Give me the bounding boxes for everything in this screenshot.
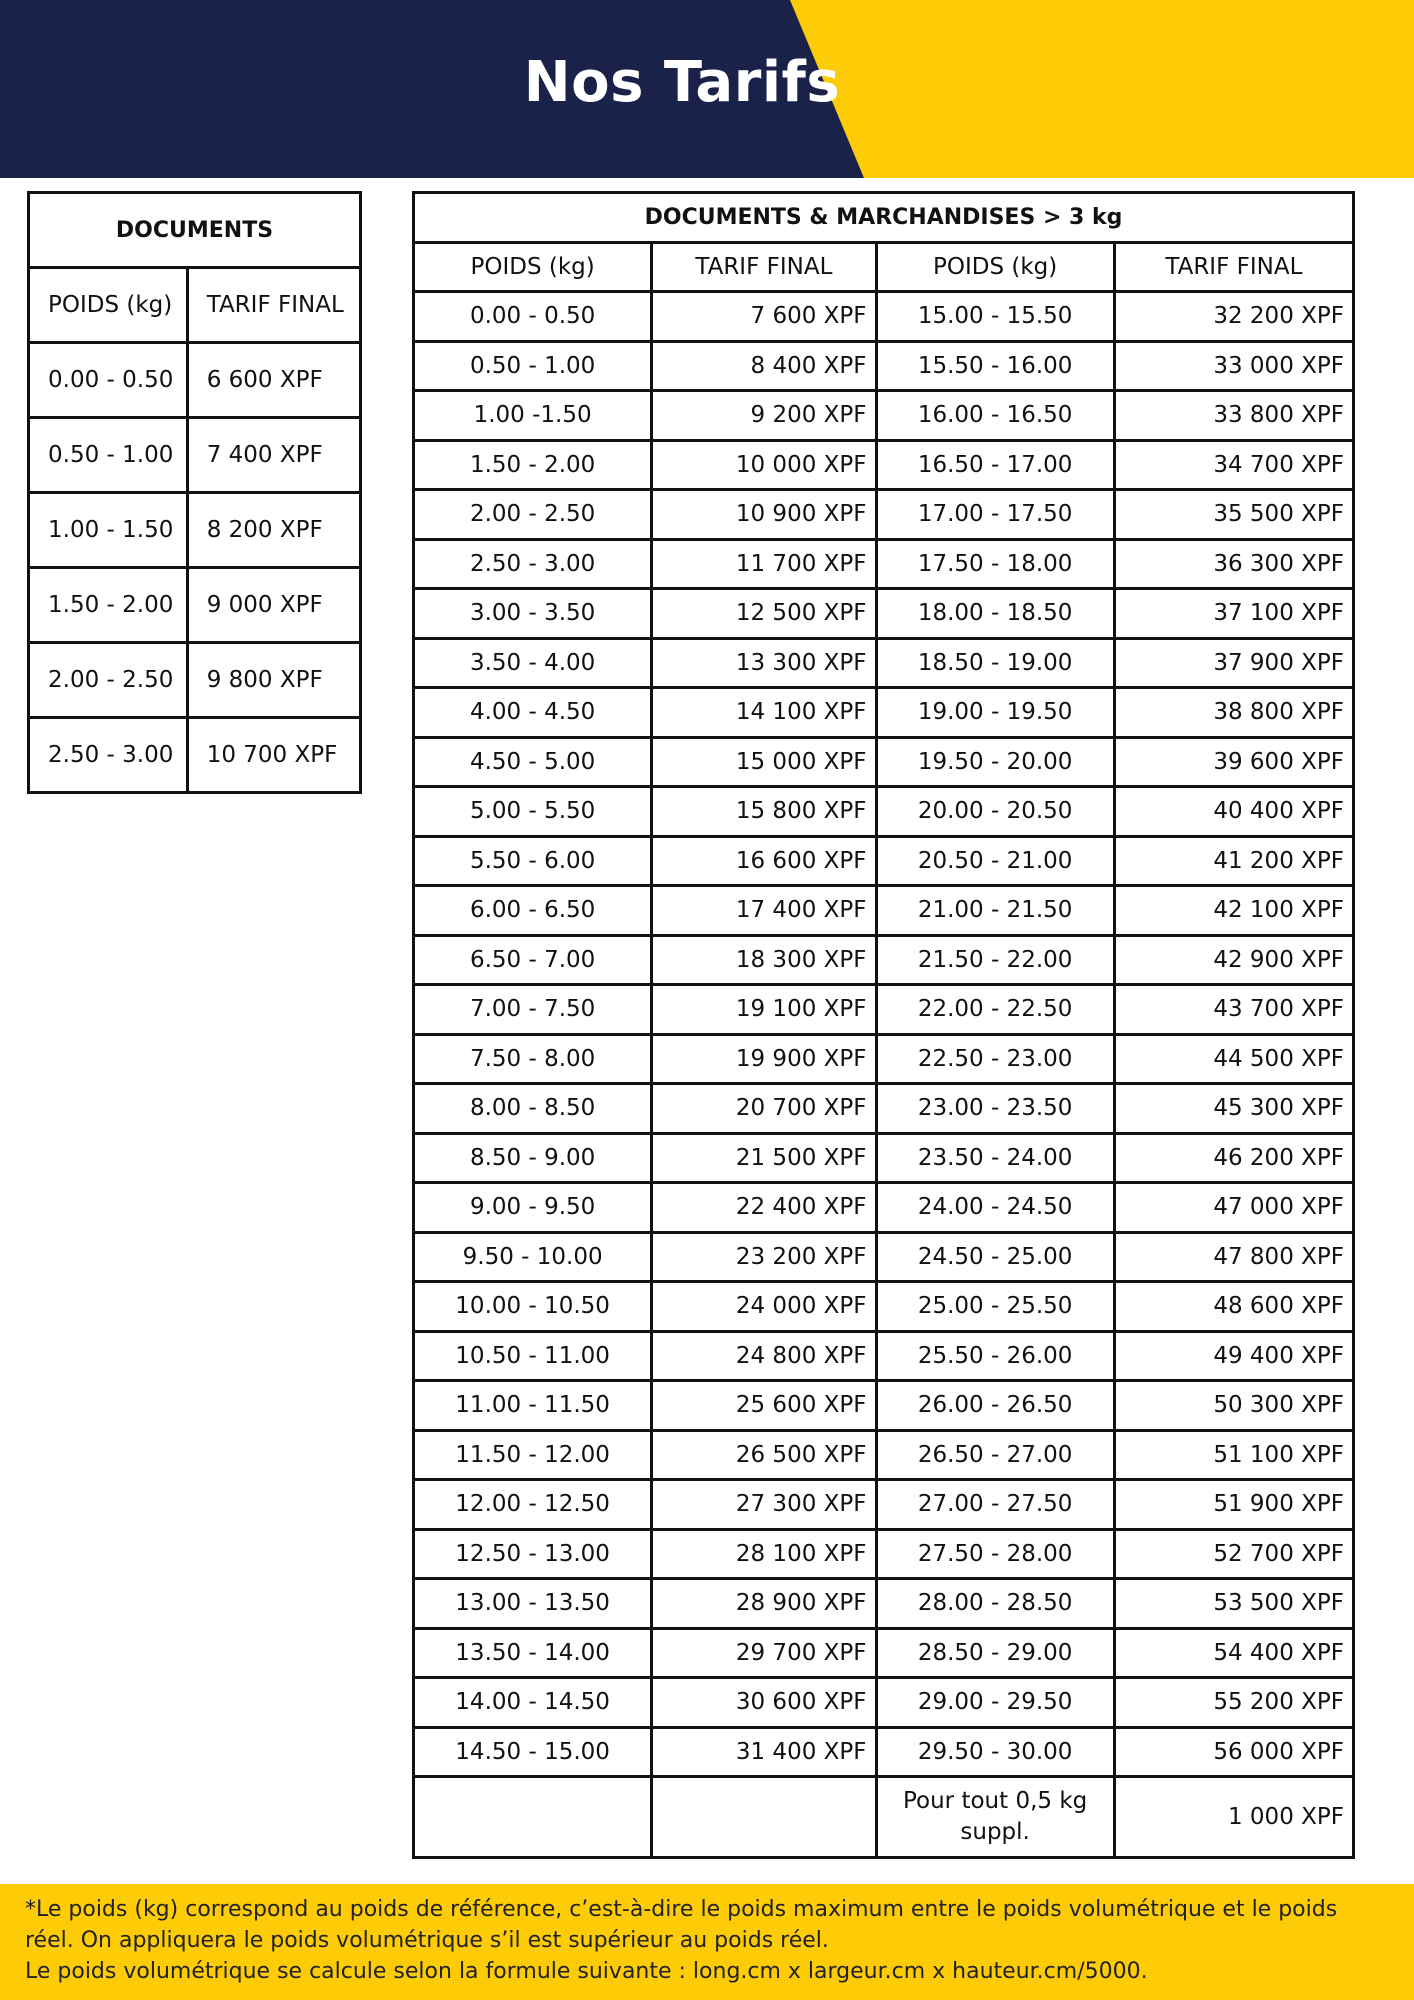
weight-cell: 6.50 - 7.00 [414,935,652,985]
table-row [414,1529,1354,1579]
weight-cell: 7.50 - 8.00 [414,1034,652,1084]
table-row [414,1480,1354,1530]
price-cell: 10 000 XPF [652,440,876,490]
price-cell: 31 400 XPF [652,1727,876,1777]
extra-weight-label-line1: Pour tout 0,5 kg [902,1788,1088,1814]
price-cell: 55 200 XPF [1114,1678,1353,1728]
extra-weight-label [876,1777,1114,1858]
weight-cell: 26.00 - 26.50 [876,1381,1114,1431]
table-row [414,737,1354,787]
price-cell: 15 000 XPF [652,737,876,787]
price-cell: 12 500 XPF [652,589,876,639]
table-row [414,539,1354,589]
weight-cell: 8.00 - 8.50 [414,1084,652,1134]
weight-cell: 7.00 - 7.50 [414,985,652,1035]
price-cell: 44 500 XPF [1114,1034,1353,1084]
table-row [414,1133,1354,1183]
table-row [414,787,1354,837]
weight-cell: 11.50 - 12.00 [414,1430,652,1480]
column-header-weight: POIDS (kg) [29,268,188,343]
price-cell: 38 800 XPF [1114,688,1353,738]
column-header-weight: POIDS (kg) [414,242,652,292]
price-cell: 8 400 XPF [652,341,876,391]
price-cell: 13 300 XPF [652,638,876,688]
weight-cell: 2.00 - 2.50 [414,490,652,540]
column-header-price: TARIF FINAL [187,268,360,343]
weight-cell: 22.00 - 22.50 [876,985,1114,1035]
table-row [414,886,1354,936]
weight-cell: 9.50 - 10.00 [414,1232,652,1282]
price-cell: 54 400 XPF [1114,1628,1353,1678]
table-row [29,343,361,418]
weight-cell: 13.50 - 14.00 [414,1628,652,1678]
weight-cell: 10.00 - 10.50 [414,1282,652,1332]
price-cell: 8 200 XPF [187,493,360,568]
weight-cell: 27.50 - 28.00 [876,1529,1114,1579]
weight-cell: 5.50 - 6.00 [414,836,652,886]
extra-weight-label-line2: suppl. [960,1819,1030,1845]
weight-cell: 1.00 - 1.50 [29,493,188,568]
price-cell: 45 300 XPF [1114,1084,1353,1134]
weight-cell: 0.00 - 0.50 [29,343,188,418]
weight-cell: 9.00 - 9.50 [414,1183,652,1233]
weight-cell: 12.00 - 12.50 [414,1480,652,1530]
weight-cell: 5.00 - 5.50 [414,787,652,837]
price-cell: 47 000 XPF [1114,1183,1353,1233]
footer-note [0,1884,1414,2000]
weight-cell: 1.00 -1.50 [414,391,652,441]
price-cell: 28 100 XPF [652,1529,876,1579]
page-header [0,0,1414,178]
price-cell: 22 400 XPF [652,1183,876,1233]
table-row [414,1678,1354,1728]
weight-cell: 13.00 - 13.50 [414,1579,652,1629]
weight-cell: 3.00 - 3.50 [414,589,652,639]
price-cell: 24 800 XPF [652,1331,876,1381]
empty-cell [652,1777,876,1858]
price-cell: 9 800 XPF [187,643,360,718]
column-header-price: TARIF FINAL [652,242,876,292]
table-row [414,589,1354,639]
table-row [414,341,1354,391]
weight-cell: 19.00 - 19.50 [876,688,1114,738]
weight-cell: 15.00 - 15.50 [876,292,1114,342]
price-cell: 33 800 XPF [1114,391,1353,441]
price-cell: 51 100 XPF [1114,1430,1353,1480]
weight-cell: 3.50 - 4.00 [414,638,652,688]
price-cell: 7 600 XPF [652,292,876,342]
extra-weight-row [414,1777,1354,1858]
price-cell: 50 300 XPF [1114,1381,1353,1431]
weight-cell: 2.00 - 2.50 [29,643,188,718]
weight-cell: 12.50 - 13.00 [414,1529,652,1579]
table-row [414,688,1354,738]
table-row [414,1628,1354,1678]
merchandise-price-table [412,191,1355,1859]
documents-table-title: DOCUMENTS [29,193,361,268]
table-row [414,638,1354,688]
weight-cell: 22.50 - 23.00 [876,1034,1114,1084]
weight-cell: 24.50 - 25.00 [876,1232,1114,1282]
weight-cell: 4.00 - 4.50 [414,688,652,738]
page-title: Nos Tarifs [523,50,841,115]
table-row [414,490,1354,540]
weight-cell: 4.50 - 5.00 [414,737,652,787]
table-row [414,1727,1354,1777]
price-cell: 56 000 XPF [1114,1727,1353,1777]
merchandise-table-body [414,292,1354,1777]
table-row [29,643,361,718]
weight-cell: 0.50 - 1.00 [414,341,652,391]
price-cell: 51 900 XPF [1114,1480,1353,1530]
weight-cell: 0.00 - 0.50 [414,292,652,342]
price-cell: 36 300 XPF [1114,539,1353,589]
price-cell: 41 200 XPF [1114,836,1353,886]
weight-cell: 23.50 - 24.00 [876,1133,1114,1183]
weight-cell: 29.00 - 29.50 [876,1678,1114,1728]
table-row [414,1579,1354,1629]
price-cell: 32 200 XPF [1114,292,1353,342]
table-row [29,568,361,643]
weight-cell: 14.00 - 14.50 [414,1678,652,1728]
weight-cell: 17.00 - 17.50 [876,490,1114,540]
price-cell: 15 800 XPF [652,787,876,837]
weight-cell: 16.50 - 17.00 [876,440,1114,490]
table-row [414,836,1354,886]
weight-cell: 11.00 - 11.50 [414,1381,652,1431]
table-row [29,418,361,493]
price-cell: 25 600 XPF [652,1381,876,1431]
weight-cell: 2.50 - 3.00 [29,718,188,793]
weight-cell: 10.50 - 11.00 [414,1331,652,1381]
price-cell: 19 900 XPF [652,1034,876,1084]
empty-cell [414,1777,652,1858]
documents-table-body [29,343,361,793]
price-cell: 11 700 XPF [652,539,876,589]
price-cell: 52 700 XPF [1114,1529,1353,1579]
price-cell: 30 600 XPF [652,1678,876,1728]
weight-cell: 24.00 - 24.50 [876,1183,1114,1233]
price-cell: 10 900 XPF [652,490,876,540]
price-cell: 42 900 XPF [1114,935,1353,985]
price-cell: 37 100 XPF [1114,589,1353,639]
weight-cell: 14.50 - 15.00 [414,1727,652,1777]
weight-cell: 15.50 - 16.00 [876,341,1114,391]
weight-cell: 21.50 - 22.00 [876,935,1114,985]
weight-cell: 28.00 - 28.50 [876,1579,1114,1629]
weight-cell: 25.00 - 25.50 [876,1282,1114,1332]
weight-cell: 27.00 - 27.50 [876,1480,1114,1530]
price-cell: 49 400 XPF [1114,1331,1353,1381]
price-cell: 14 100 XPF [652,688,876,738]
footer-note-line1: *Le poids (kg) correspond au poids de référence, c’est-à-dire le poids maximum entre le poids volumétrique et le poids réel. On appliquera le poids volumétrique s’il est supérieur au poids réel. [25,1897,1338,1953]
weight-cell: 8.50 - 9.00 [414,1133,652,1183]
table-row [414,935,1354,985]
table-row [414,1084,1354,1134]
price-cell: 37 900 XPF [1114,638,1353,688]
weight-cell: 2.50 - 3.00 [414,539,652,589]
price-cell: 19 100 XPF [652,985,876,1035]
weight-cell: 1.50 - 2.00 [414,440,652,490]
table-row [414,440,1354,490]
price-cell: 26 500 XPF [652,1430,876,1480]
weight-cell: 1.50 - 2.00 [29,568,188,643]
price-cell: 43 700 XPF [1114,985,1353,1035]
price-cell: 6 600 XPF [187,343,360,418]
price-cell: 23 200 XPF [652,1232,876,1282]
price-cell: 39 600 XPF [1114,737,1353,787]
table-row [414,1034,1354,1084]
price-cell: 35 500 XPF [1114,490,1353,540]
weight-cell: 19.50 - 20.00 [876,737,1114,787]
price-cell: 17 400 XPF [652,886,876,936]
weight-cell: 28.50 - 29.00 [876,1628,1114,1678]
price-cell: 46 200 XPF [1114,1133,1353,1183]
weight-cell: 23.00 - 23.50 [876,1084,1114,1134]
price-cell: 24 000 XPF [652,1282,876,1332]
table-row [29,718,361,793]
price-cell: 18 300 XPF [652,935,876,985]
price-cell: 42 100 XPF [1114,886,1353,936]
weight-cell: 16.00 - 16.50 [876,391,1114,441]
price-cell: 48 600 XPF [1114,1282,1353,1332]
weight-cell: 20.50 - 21.00 [876,836,1114,886]
table-row [29,493,361,568]
column-header-weight: POIDS (kg) [876,242,1114,292]
price-cell: 16 600 XPF [652,836,876,886]
weight-cell: 18.50 - 19.00 [876,638,1114,688]
table-row [414,1331,1354,1381]
weight-cell: 6.00 - 6.50 [414,886,652,936]
price-cell: 27 300 XPF [652,1480,876,1530]
weight-cell: 17.50 - 18.00 [876,539,1114,589]
weight-cell: 0.50 - 1.00 [29,418,188,493]
weight-cell: 25.50 - 26.00 [876,1331,1114,1381]
table-row [414,1430,1354,1480]
documents-price-table [27,191,362,794]
price-cell: 21 500 XPF [652,1133,876,1183]
weight-cell: 20.00 - 20.50 [876,787,1114,837]
weight-cell: 21.00 - 21.50 [876,886,1114,936]
table-row [414,391,1354,441]
price-cell: 33 000 XPF [1114,341,1353,391]
column-header-price: TARIF FINAL [1114,242,1353,292]
table-row [414,1183,1354,1233]
merchandise-table-title: DOCUMENTS & MARCHANDISES > 3 kg [414,193,1354,243]
price-cell: 34 700 XPF [1114,440,1353,490]
price-cell: 28 900 XPF [652,1579,876,1629]
extra-weight-price: 1 000 XPF [1114,1777,1353,1858]
price-cell: 9 200 XPF [652,391,876,441]
weight-cell: 18.00 - 18.50 [876,589,1114,639]
price-cell: 7 400 XPF [187,418,360,493]
table-row [414,1282,1354,1332]
table-row [414,1232,1354,1282]
price-cell: 10 700 XPF [187,718,360,793]
table-row [414,1381,1354,1431]
weight-cell: 26.50 - 27.00 [876,1430,1114,1480]
price-cell: 47 800 XPF [1114,1232,1353,1282]
price-cell: 40 400 XPF [1114,787,1353,837]
table-row [414,292,1354,342]
price-cell: 20 700 XPF [652,1084,876,1134]
price-cell: 29 700 XPF [652,1628,876,1678]
price-cell: 9 000 XPF [187,568,360,643]
footer-note-line2: Le poids volumétrique se calcule selon la formule suivante : long.cm x largeur.cm x hauteur.cm/5000. [25,1959,1148,1984]
weight-cell: 29.50 - 30.00 [876,1727,1114,1777]
table-row [414,985,1354,1035]
price-cell: 53 500 XPF [1114,1579,1353,1629]
